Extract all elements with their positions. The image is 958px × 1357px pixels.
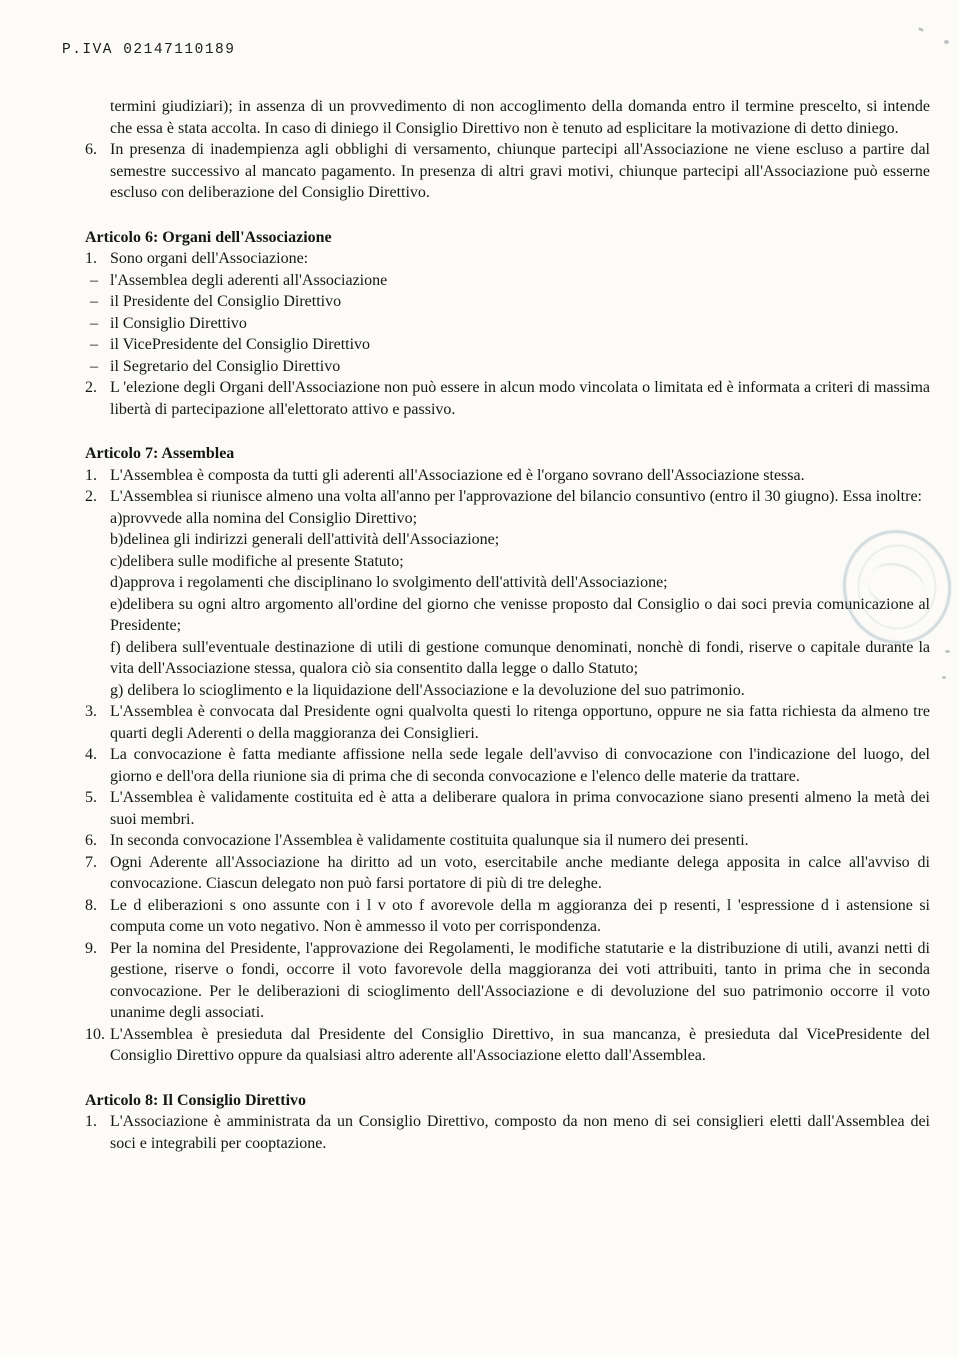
numbered-item [85, 1024, 930, 1067]
section-heading: Articolo 8: Il Consiglio Direttivo [85, 1091, 307, 1109]
item-text: Per la nomina del Presidente, l'approvazione dei Regolamenti, le modifiche statutarie e la distribuzione di utili, avanzi netti di gestione, riserve o fondi, occorre il voto favorevole della maggioranza dei voti attribuiti, tanto in prima che in seconda convocazione. Per le deliberazioni di scioglimento dell'Associazione e di devoluzione del suo patrimonio occorre il voto unanime degli associati. [110, 939, 930, 1021]
item-text: Le d eliberazioni s ono assunte con i l v oto f avorevole della m aggioranza dei p resenti, l 'espressione d i astensione si computa come un voto negativo. Non è ammesso il voto per corrispondenza. [110, 896, 930, 935]
item-number: 10. [85, 1025, 105, 1043]
item-text: L'Assemblea è composta da tutti gli aderenti all'Associazione ed è l'organo sovrano dell'Associazione stessa. [110, 466, 805, 484]
numbered-item [85, 1111, 930, 1154]
numbered-item [85, 486, 930, 508]
numbered-item [85, 852, 930, 895]
item-number: 2. [85, 488, 97, 505]
numbered-item [85, 938, 930, 1024]
item-text: La convocazione è fatta mediante affissione nella sede legale dell'avviso di convocazione con l'indicazione del luogo, del giorno e dell'ora della riunione sia di prima che di seconda convocazione e l'elenco delle materie da trattare. [110, 746, 930, 785]
numbered-item [85, 248, 930, 270]
item-text: il Presidente del Consiglio Direttivo [110, 293, 342, 310]
lettered-sub-item: b)delinea gli indirizzi generali dell'attività dell'Associazione; [110, 531, 500, 548]
dash-marker: – [90, 336, 98, 353]
dash-marker: – [90, 314, 98, 332]
item-text: l'Assemblea degli aderenti all'Associazione [110, 271, 388, 289]
numbered-item [85, 701, 930, 744]
lettered-sub-item: d)approva i regolamenti che disciplinano lo svolgimento dell'attività dell'Associazione; [110, 574, 668, 591]
item-text: Ogni Aderente all'Associazione ha diritto ad un voto, esercitabile anche mediante delega apposita in calce all'avviso di convocazione. Ciascun delegato non può farsi portatore di più di tre deleghe. [110, 853, 930, 892]
item-number: 6. [85, 832, 97, 849]
numbered-item [85, 139, 930, 204]
list-item [85, 356, 930, 378]
item-number: 6. [85, 141, 97, 158]
scan-artifact [942, 676, 946, 679]
item-number: 7. [85, 853, 97, 871]
lettered-sub-item: c)delibera sulle modifiche al presente Statuto; [110, 552, 404, 570]
item-number: 3. [85, 703, 97, 720]
paragraph: termini giudiziari); in assenza di un provvedimento di non accoglimento della domanda entro il termine prescelto, si intende che essa è stata accolta. In caso di diniego il Consiglio Direttivo non è tenuto ad esplicitare la motivazione di detto diniego. [110, 98, 930, 137]
numbered-item [85, 830, 930, 852]
item-number: 5. [85, 789, 97, 806]
lettered-sub-item: g) delibera lo scioglimento e la liquidazione dell'Associazione e la devoluzione del suo patrimonio. [110, 681, 745, 699]
item-number: 1. [85, 250, 97, 267]
item-text: L'Assemblea è validamente costituita ed è atta a deliberare qualora in prima convocazione siano presenti almeno la metà dei suoi membri. [110, 789, 930, 828]
lettered-sub-item: a)provvede alla nomina del Consiglio Direttivo; [110, 509, 418, 527]
item-text: In seconda convocazione l'Assemblea è validamente costituita qualunque sia il numero dei presenti. [110, 832, 749, 849]
dash-marker: – [90, 271, 98, 289]
item-text: L 'elezione degli Organi dell'Associazione non può essere in alcun modo vincolata o limitata ed è informata a criteri di massima libertà di partecipazione all'elettorato attivo e passivo. [110, 379, 930, 418]
item-text: L'Assemblea è convocata dal Presidente ogni qualvolta questi lo ritenga opportuno, oppure ne sia fatta richiesta da almeno tre quarti degli Aderenti o della maggioranza dei Consiglieri. [110, 703, 930, 742]
lettered-sub-item: e)delibera su ogni altro argomento all'ordine del giorno che venisse proposto dal Consiglio o dai soci previa comunicazione al Presidente; [110, 595, 930, 634]
item-text: L'Associazione è amministrata da un Consiglio Direttivo, composto da non meno di sei consiglieri eletti dall'Assemblea dei soci e integrabili per cooptazione. [110, 1113, 930, 1152]
item-number: 1. [85, 466, 97, 484]
scan-artifact [918, 27, 925, 32]
section-heading: Articolo 7: Assemblea [85, 445, 235, 462]
list-item [85, 291, 930, 313]
vat-number: P.IVA 02147110189 [62, 42, 236, 58]
lettered-sub-item: f) delibera sull'eventuale destinazione di utili di gestione comunque denominati, nonchè di fondi, riserve o capitale durante la vita dell'Associazione stessa, qualora ciò sia consentito dalla legge o dallo Statuto; [110, 638, 930, 677]
item-number: 8. [85, 896, 97, 914]
item-text: Sono organi dell'Associazione: [110, 250, 309, 267]
dash-marker: – [90, 357, 98, 375]
scan-artifact [944, 40, 949, 44]
numbered-item [85, 895, 930, 938]
document-content [85, 96, 930, 1154]
item-text: il Consiglio Direttivo [110, 314, 247, 332]
list-item [85, 313, 930, 335]
numbered-item [85, 787, 930, 830]
dash-marker: – [90, 293, 98, 310]
numbered-item [85, 377, 930, 420]
item-text: L'Assemblea è presieduta dal Presidente del Consiglio Direttivo, in sua mancanza, è presieduta dal VicePresidente del Consiglio Direttivo oppure da qualsiasi altro aderente all'Associazione eletto dall'Assemblea. [110, 1025, 930, 1064]
item-number: 2. [85, 379, 97, 396]
item-text: il Segretario del Consiglio Direttivo [110, 357, 341, 375]
numbered-item [85, 744, 930, 787]
item-text: In presenza di inadempienza agli obblighi di versamento, chiunque partecipi all'Associazione ne viene escluso a partire dal semestre successivo al mancato pagamento. In presenza di altri gravi motivi, chiunque partecipi all'Associazione può esserne escluso con deliberazione del Consiglio Direttivo. [110, 141, 930, 201]
numbered-item [85, 465, 930, 487]
item-text: il VicePresidente del Consiglio Direttivo [110, 336, 371, 353]
item-number: 4. [85, 746, 97, 763]
item-number: 1. [85, 1113, 97, 1130]
list-item [85, 334, 930, 356]
item-text: L'Assemblea si riunisce almeno una volta all'anno per l'approvazione del bilancio consuntivo (entro il 30 giugno). Essa inoltre: [110, 488, 922, 505]
list-item [85, 270, 930, 292]
scan-artifact [945, 650, 950, 653]
section-heading: Articolo 6: Organi dell'Associazione [85, 228, 332, 246]
item-number: 9. [85, 939, 97, 957]
